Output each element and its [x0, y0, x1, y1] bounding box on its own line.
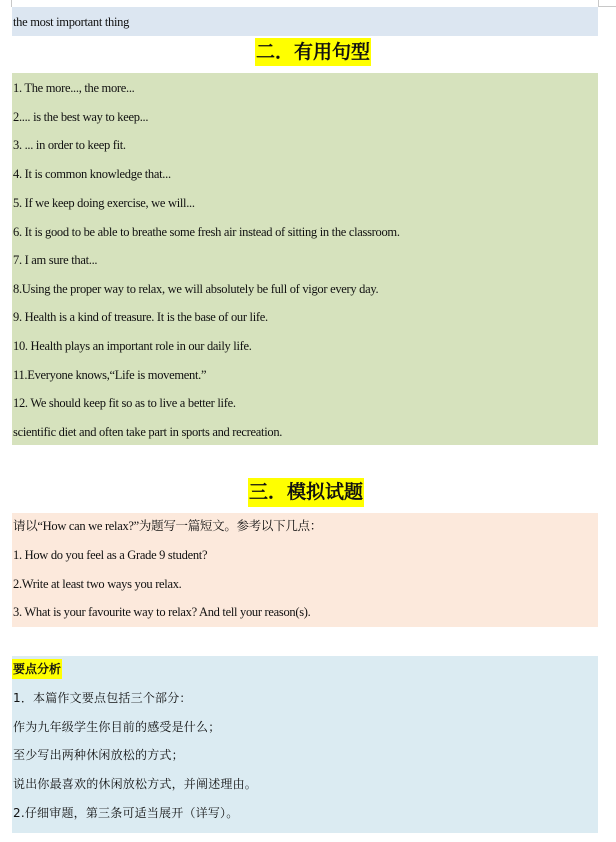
top-shaded-paragraph [12, 7, 598, 36]
sentence-item: 4. It is common knowledge that... [13, 167, 171, 181]
analysis-label: 要点分析 [12, 659, 62, 679]
sentence-item: 9. Health is a kind of treasure. It is the base of our life. [13, 310, 268, 324]
page-corner-mark-left [11, 0, 12, 7]
sentence-item: 1. The more..., the more... [13, 81, 135, 95]
sentence-item: scientific diet and often take part in sports and recreation. [13, 425, 283, 439]
analysis-line: 2.仔细审题，第三条可适当展开（详写）。 [13, 806, 239, 820]
sentence-item: 2.... is the best way to keep... [13, 110, 149, 124]
sentence-item: 10. Health plays an important role in our daily life. [13, 339, 252, 353]
section-2-heading: 二．有用句型 [255, 38, 371, 66]
sentence-item: 6. It is good to be able to breathe some fresh air instead of sitting in the classroom. [13, 225, 400, 239]
exam-prompt: 请以“How can we relax?”为题写一篇短文。参考以下几点： [13, 519, 322, 533]
exam-point: 2.Write at least two ways you relax. [13, 577, 182, 591]
analysis-line: 说出你最喜欢的休闲放松方式，并阐述理由。 [13, 777, 258, 791]
sentence-item: 12. We should keep fit so as to live a better life. [13, 396, 236, 410]
mock-exam-block [12, 513, 598, 627]
analysis-line: 1．本篇作文要点包括三个部分： [13, 691, 192, 705]
exam-point: 1. How do you feel as a Grade 9 student? [13, 548, 208, 562]
exam-point: 3. What is your favourite way to relax? And tell your reason(s). [13, 605, 311, 619]
sentence-item: 8.Using the proper way to relax, we will absolutely be full of vigor every day. [13, 282, 379, 296]
useful-sentences-block [12, 73, 598, 445]
analysis-line: 至少写出两种休闲放松的方式； [13, 748, 184, 762]
top-paragraph-text: the most important thing [13, 15, 130, 29]
sentence-item: 11.Everyone knows,“Life is movement.” [13, 368, 207, 382]
sentence-item: 7. I am sure that... [13, 253, 98, 267]
sentence-item: 5. If we keep doing exercise, we will... [13, 196, 195, 210]
page-corner-mark-right-horizontal [598, 6, 616, 7]
analysis-line: 作为九年级学生你目前的感受是什么； [13, 720, 221, 734]
key-points-analysis-block [12, 656, 598, 833]
section-3-heading: 三．模拟试题 [248, 478, 364, 507]
sentence-item: 3. ... in order to keep fit. [13, 138, 126, 152]
